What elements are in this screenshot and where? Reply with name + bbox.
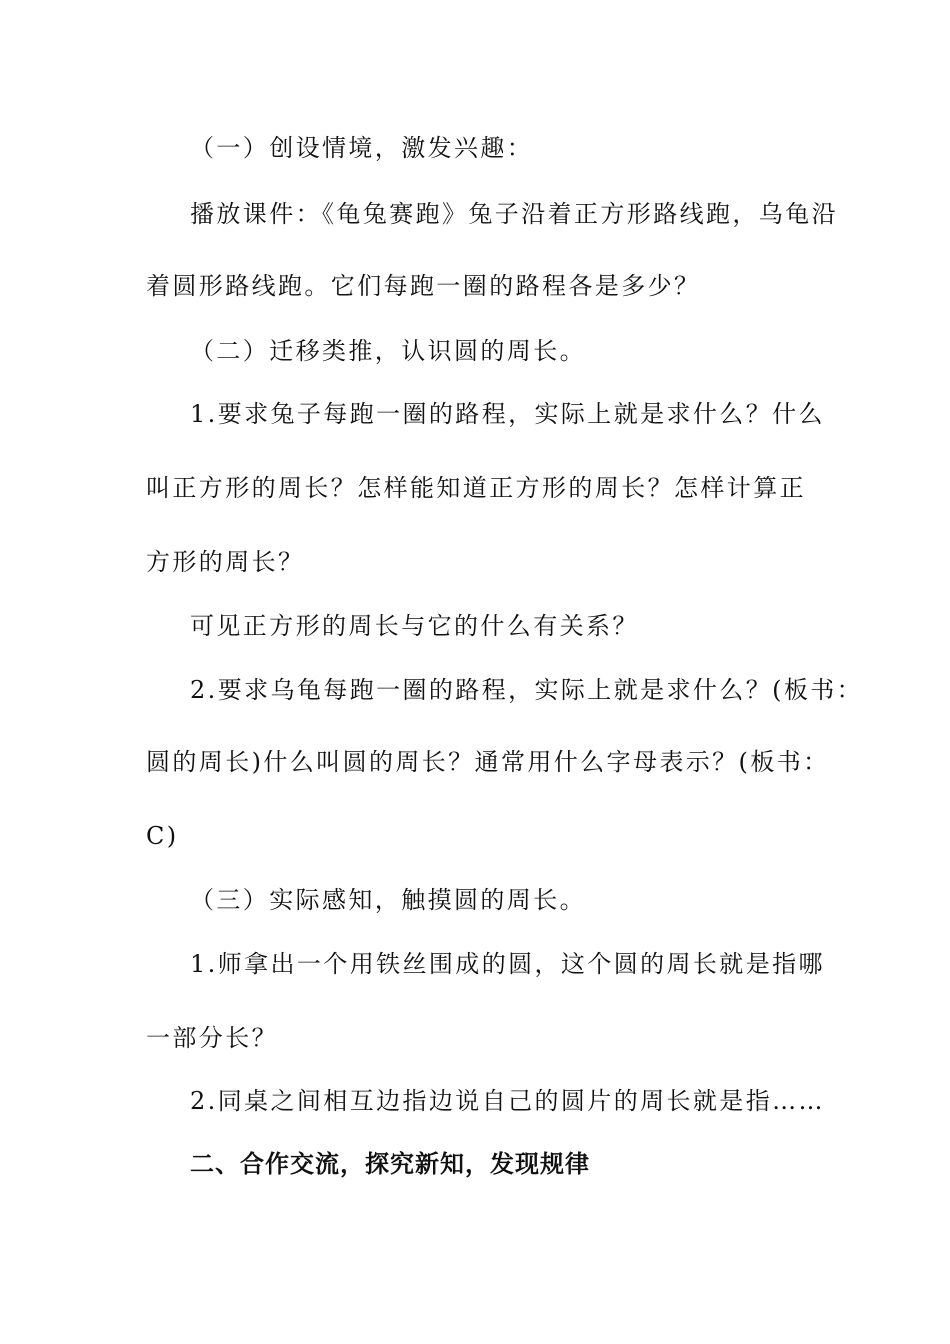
paragraph-line: 着圆形路线跑。它们每跑一圈的路程各是多少？ (146, 272, 701, 300)
paragraph-line: 2.要求乌龟每跑一圈的路程，实际上就是求什么？(板书： (190, 676, 864, 704)
paragraph-line: 2.同桌之间相互边指边说自己的圆片的周长就是指…… (190, 1087, 825, 1115)
paragraph-line: 叫正方形的周长？怎样能知道正方形的周长？怎样计算正 (146, 474, 806, 502)
subsection-heading-2: （二）迁移类推，认识圆的周长。 (190, 337, 586, 365)
subsection-heading-1: （一）创设情境，激发兴趣： (190, 134, 534, 162)
paragraph-line: 方形的周长？ (146, 548, 305, 576)
subsection-heading-3: （三）实际感知，触摸圆的周长。 (190, 886, 586, 914)
paragraph-line: 圆的周长)什么叫圆的周长？通常用什么字母表示？(板书： (146, 748, 830, 776)
section-heading: 二、合作交流，探究新知，发现规律 (190, 1150, 590, 1178)
paragraph-line: 可见正方形的周长与它的什么有关系？ (190, 612, 639, 640)
paragraph-line: 一部分长？ (146, 1024, 278, 1052)
paragraph-line: 1.师拿出一个用铁丝围成的圆，这个圆的周长就是指哪 (190, 950, 825, 978)
paragraph-line: C) (146, 822, 179, 850)
paragraph-line: 播放课件：《龟兔赛跑》兔子沿着正方形路线跑，乌龟沿 (190, 200, 838, 228)
paragraph-line: 1.要求兔子每跑一圈的路程，实际上就是求什么？什么 (190, 400, 825, 428)
